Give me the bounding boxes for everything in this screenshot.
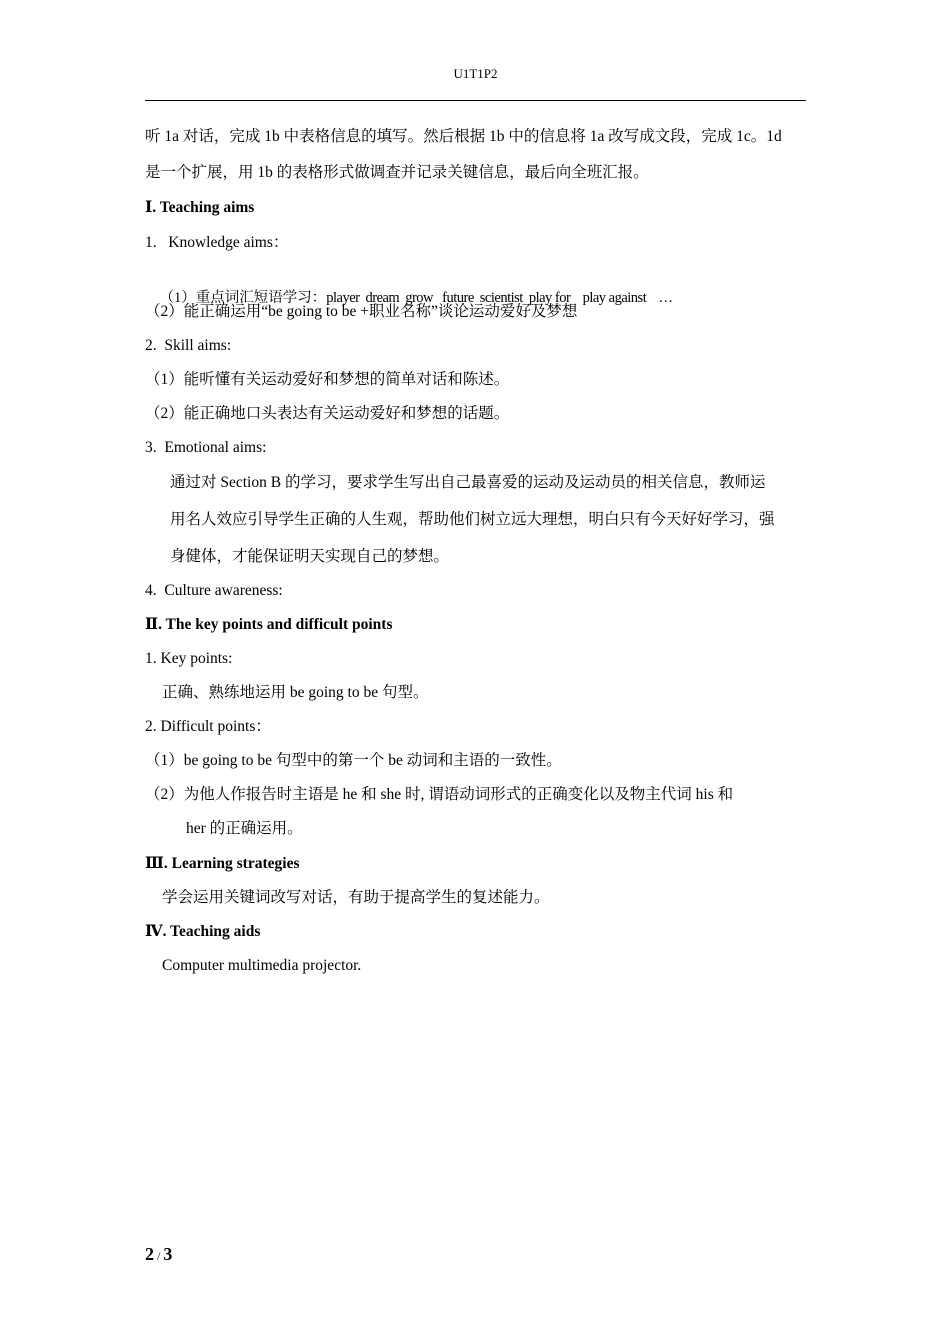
knowledge-aims-item-2: （2）能正确运用“be going to be +职业名称”谈论运动爱好及梦想 — [145, 303, 578, 320]
vocab-word: future — [439, 290, 474, 306]
culture-awareness-title: 4. Culture awareness: — [145, 582, 283, 599]
page-header: U1T1P2 — [453, 66, 498, 81]
emotional-aims-line-3: 身健体，才能保证明天实现自己的梦想。 — [170, 548, 450, 565]
skill-aims-item-1: （1）能听懂有关运动爱好和梦想的简单对话和陈述。 — [145, 371, 510, 388]
page-current: 2 — [145, 1244, 154, 1264]
teaching-aids-text: Computer multimedia projector. — [162, 957, 362, 974]
page-separator: / — [154, 1249, 164, 1263]
difficult-points-item-2: （2）为他人作报告时主语是 he 和 she 时, 谓语动词形式的正确变化以及物主代词 his 和 — [145, 786, 734, 803]
vocab-word: dream — [365, 290, 400, 306]
skill-aims-item-2: （2）能正确地口头表达有关运动爱好和梦想的话题。 — [145, 405, 510, 422]
vocab-word: … — [655, 290, 673, 306]
knowledge-aims-title: 1. Knowledge aims： — [145, 234, 289, 251]
key-points-text: 正确、熟练地运用 be going to be 句型。 — [162, 684, 429, 701]
emotional-aims-line-1: 通过对 Section B 的学习，要求学生写出自己最喜爱的运动及运动员的相关信息，教师运 — [170, 474, 766, 491]
difficult-points-item-1: （1）be going to be 句型中的第一个 be 动词和主语的一致性。 — [145, 752, 562, 769]
vocab-word: grow — [405, 290, 434, 306]
page-total: 3 — [163, 1244, 173, 1264]
knowledge-item-1-prefix: （1）重点词汇短语学习： — [159, 290, 327, 306]
section-heading-key-points: Ⅱ. The key points and difficult points — [145, 616, 393, 633]
page-number — [145, 1244, 172, 1265]
emotional-aims-title: 3. Emotional aims: — [145, 439, 267, 456]
vocab-word: play for — [528, 290, 574, 306]
difficult-points-item-2-cont: her 的正确运用。 — [186, 820, 303, 837]
intro-line-1: 听 1a 对话，完成 1b 中表格信息的填写。然后根据 1b 中的信息将 1a 改写成文段，完成 1c。1d — [145, 128, 782, 145]
vocab-word: player — [326, 290, 360, 306]
key-points-title: 1. Key points: — [145, 650, 233, 667]
section-heading-teaching-aids: Ⅳ. Teaching aids — [145, 923, 261, 940]
header-divider — [145, 100, 806, 101]
intro-line-2: 是一个扩展，用 1b 的表格形式做调查并记录关键信息，最后向全班汇报。 — [145, 164, 649, 181]
learning-strategies-text: 学会运用关键词改写对话，有助于提高学生的复述能力。 — [162, 889, 550, 906]
emotional-aims-line-2: 用名人效应引导学生正确的人生观，帮助他们树立远大理想，明白只有今天好好学习，强 — [170, 511, 775, 528]
section-heading-teaching-aims: Ⅰ. Teaching aims — [145, 199, 255, 216]
vocab-word: scientist — [479, 290, 523, 306]
vocab-word: play against — [579, 290, 650, 306]
difficult-points-title: 2. Difficult points： — [145, 718, 271, 735]
section-heading-learning-strategies: Ⅲ. Learning strategies — [145, 855, 300, 872]
skill-aims-title: 2. Skill aims: — [145, 337, 232, 354]
